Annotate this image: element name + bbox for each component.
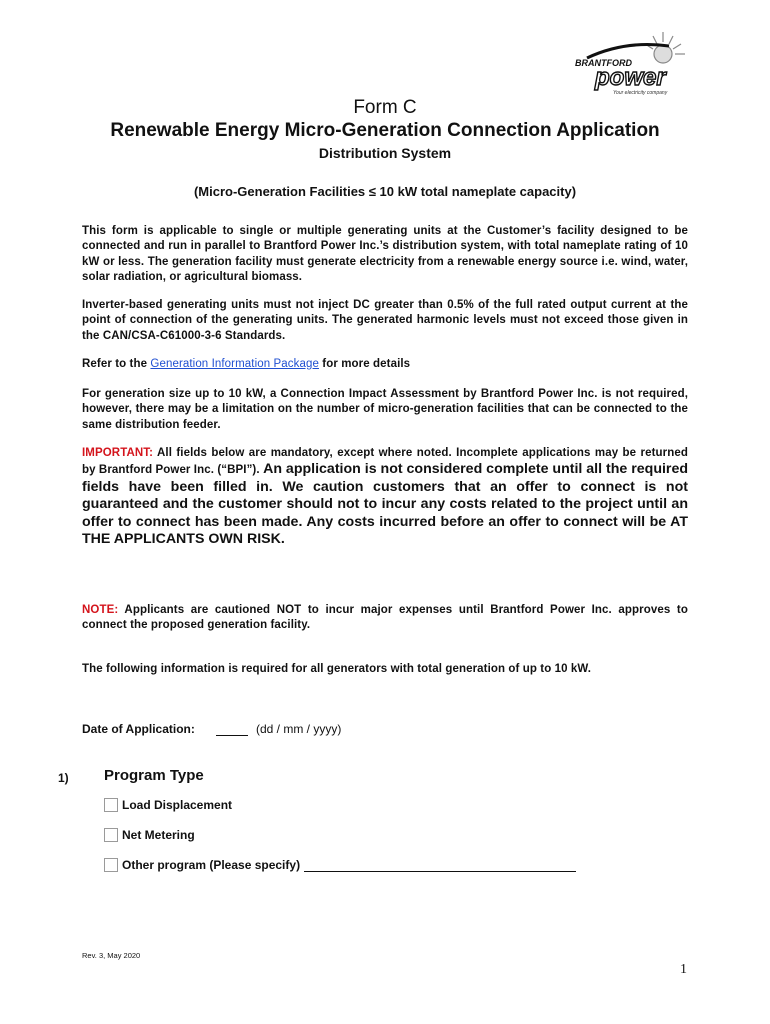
- important-warning: An application is not considered complete until all the required fields have been filled in. We caution customers that an offer to connect is not guaranteed and the customer should not to incur any costs related to the project until an offer to connect has been made. Any costs incurred before an offer to connect will be AT THE APPLICANTS OWN RISK.: [82, 461, 689, 548]
- page-number: 1: [680, 962, 687, 977]
- option-label: Load Displacement: [122, 798, 233, 812]
- note-label: NOTE:: [82, 604, 119, 616]
- inverter-paragraph: Inverter-based generating units must not inject DC greater than 0.5% of the full rated output current at the point of connection of the generating units. The generated harmonic levels must not exceed those given in the CAN/CSA-C61000-3-6 Standards.: [82, 299, 688, 342]
- checkbox-load-displacement[interactable]: [104, 798, 118, 812]
- option-label: Net Metering: [122, 828, 195, 842]
- capacity-note: (Micro-Generation Facilities ≤ 10 kW total nameplate capacity): [193, 184, 577, 199]
- logo-tagline: Your electricity company: [613, 90, 668, 96]
- option-other-program[interactable]: [104, 858, 576, 872]
- logo-brand-main: power: [595, 64, 666, 91]
- other-program-input[interactable]: [304, 859, 576, 872]
- option-load-displacement[interactable]: [104, 798, 232, 812]
- note-text: Applicants are cautioned NOT to incur major expenses until Brantford Power Inc. approves to connect the proposed generation facility.: [82, 604, 688, 632]
- checkbox-net-metering[interactable]: [104, 828, 118, 842]
- logo-brand-top: BRANTFORD: [575, 58, 632, 68]
- date-format-hint: (dd / mm / yyyy): [256, 722, 342, 736]
- option-label: Other program (Please specify): [122, 858, 301, 872]
- sunburst-icon: [645, 32, 685, 63]
- revision-note: Rev. 3, May 2020: [82, 951, 141, 960]
- note-paragraph: [82, 603, 688, 634]
- reference-paragraph: [82, 357, 688, 372]
- important-label: IMPORTANT:: [82, 447, 154, 459]
- section-title: Program Type: [104, 767, 204, 784]
- important-text: All fields below are mandatory, except where noted. Incomplete applications may be returned by Brantford Power Inc. (“BPI”).: [82, 447, 688, 477]
- reference-suffix: for more details: [318, 358, 411, 370]
- brantford-power-logo: [565, 28, 690, 98]
- date-label: Date of Application:: [82, 722, 195, 736]
- reference-prefix: Refer to the: [82, 358, 151, 370]
- important-paragraph: [82, 446, 688, 549]
- section-number: 1): [58, 771, 69, 785]
- date-of-application-row: [82, 722, 342, 736]
- requirement-paragraph: The following information is required for all generators with total generation of up to 10 kW.: [82, 663, 592, 675]
- form-label: Form C: [353, 97, 417, 118]
- option-net-metering[interactable]: [104, 828, 195, 842]
- page-title: Renewable Energy Micro-Generation Connection Application: [110, 120, 660, 141]
- checkbox-other-program[interactable]: [104, 858, 118, 872]
- date-input[interactable]: [216, 722, 248, 736]
- page-subtitle: Distribution System: [318, 145, 452, 161]
- generation-info-package-link[interactable]: Generation Information Package: [150, 358, 319, 370]
- assessment-paragraph: For generation size up to 10 kW, a Connection Impact Assessment by Brantford Power Inc. is not required, however, there may be a limitation on the number of micro-generation facilities that can be connected to the same distribution feeder.: [82, 388, 688, 431]
- applicability-paragraph: This form is applicable to single or multiple generating units at the Customer’s facility designed to be connected and run in parallel to Brantford Power Inc.’s distribution system, with total nameplate rating of 10 kW or less. The generation facility must generate electricity from a renewable energy source i.e. wind, water, solar radiation, or agricultural biomass.: [82, 225, 688, 283]
